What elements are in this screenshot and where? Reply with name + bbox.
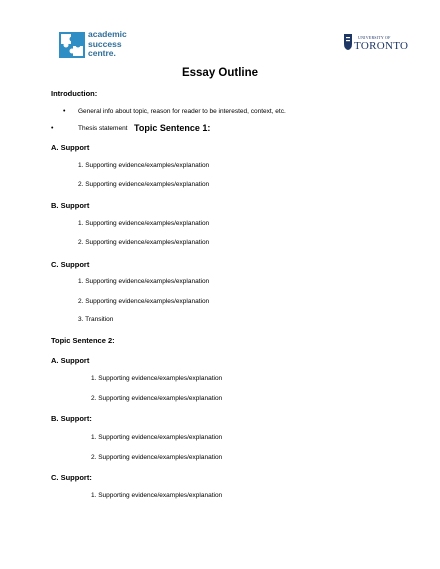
section1-support-c-heading: C. Support <box>51 260 90 269</box>
section2-support-b-heading: B. Support: <box>51 414 92 423</box>
list-item: 1. Supporting evidence/examples/explanation <box>78 220 210 227</box>
list-item: 2. Supporting evidence/examples/explanation <box>91 395 223 402</box>
bullet-icon: • <box>51 125 54 132</box>
list-item: 1. Supporting evidence/examples/explanation <box>91 375 223 382</box>
list-item: 2. Supporting evidence/examples/explanation <box>78 239 210 246</box>
section1-support-a-heading: A. Support <box>51 143 90 152</box>
list-item: 1. Supporting evidence/examples/explanation <box>78 278 210 285</box>
logo-line-2: success <box>88 38 122 49</box>
university-of-text: UNIVERSITY OF <box>358 35 391 40</box>
page-title: Essay Outline <box>181 67 259 79</box>
logo-line-3: centre. <box>88 48 116 58</box>
section2-support-a-heading: A. Support <box>51 356 90 365</box>
list-item: 2. Supporting evidence/examples/explanation <box>78 298 210 305</box>
bullet-icon: • <box>63 108 66 115</box>
university-crest-icon <box>343 33 353 51</box>
list-item: 1. Supporting evidence/examples/explanation <box>91 492 223 499</box>
academic-success-centre-logo-text <box>88 30 127 59</box>
topic-sentence-2: Topic Sentence 2: <box>51 336 115 345</box>
logo-line-1: academic <box>88 29 127 39</box>
puzzle-logo-icon <box>59 32 85 58</box>
introduction-heading: Introduction: <box>51 89 98 98</box>
toronto-text: TORONTO <box>354 40 409 52</box>
list-item: 1. Supporting evidence/examples/explanation <box>91 434 223 441</box>
intro-bullet-general: General info about topic, reason for reader to be interested, context, etc. <box>78 108 286 115</box>
list-item: 1. Supporting evidence/examples/explanation <box>78 162 210 169</box>
section2-support-c-heading: C. Support: <box>51 473 92 482</box>
topic-sentence-1: Topic Sentence 1: <box>134 123 211 133</box>
list-item: 2. Supporting evidence/examples/explanation <box>78 181 210 188</box>
list-item: 3. Transition <box>78 316 114 323</box>
section1-support-b-heading: B. Support <box>51 201 90 210</box>
list-item: 2. Supporting evidence/examples/explanation <box>91 454 223 461</box>
intro-bullet-thesis: Thesis statement <box>78 125 128 132</box>
